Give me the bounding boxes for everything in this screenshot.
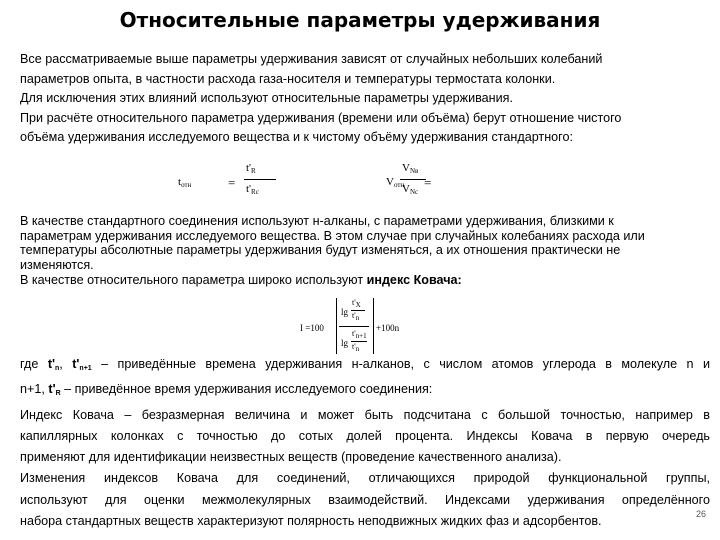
text-line: Все рассматриваемые выше параметры удерживания зависят от случайных небольших колебаний [20, 52, 603, 66]
formula-lhs: V [386, 176, 394, 188]
kovats-bot-num: t' [352, 329, 356, 338]
tn1-sub: n+1 [79, 365, 92, 372]
kovats-bot-den-sub: n [355, 345, 360, 353]
kovats-intro-line [20, 273, 710, 288]
where-text-2b: – приведённое время удерживания исследуемого соединения: [64, 382, 433, 397]
fraction-bar [244, 179, 276, 180]
formula-kovats-index [300, 296, 460, 358]
where-text-1: – приведённые времена удерживания н-алканов, с числом атомов углерода в молекуле n и [101, 357, 710, 371]
kovats-top-den-sub: n [355, 314, 360, 322]
where-line-2 [20, 379, 710, 404]
formula-denominator: V [402, 183, 410, 195]
formula-equals: = [424, 175, 432, 190]
kovats-lhs: I =100 [300, 323, 324, 333]
text-line: используют для оценки межмолекулярных взаимодействий. Индексами удерживания определённого [20, 492, 710, 507]
text-line: Изменения индексов Ковача для соединений, отличающихся природой функциональной группы, [20, 471, 710, 486]
kovats-bot-num-sub: n+1 [355, 332, 367, 340]
kovats-lg-top: lg [341, 307, 349, 317]
text-line: параметров опыта, в частности расхода газа-носителя и температуры термостата колонки. [20, 71, 556, 86]
text-line: При расчёте относительного параметра удерживания (времени или объёма) берут отношение чистого [20, 110, 622, 125]
kovats-bot-den: t' [352, 342, 356, 351]
tr-sub: R [55, 390, 61, 398]
text-line: набора стандартных веществ характеризуют полярность неподвижных жидких фаз и адсорбентов. [20, 514, 602, 529]
kovats-top-num: t' [352, 298, 356, 307]
formula-lhs: t [178, 176, 182, 188]
page-title: Относительные параметры удерживания [119, 8, 601, 32]
comma: , [59, 357, 63, 371]
fraction-bar [400, 179, 426, 180]
text-line: параметрам удерживания исследуемого вещества. В этом случае при случайных колебаниях расхода или [20, 228, 645, 243]
text-line: применяют для идентификации неизвестных веществ (проведение качественного анализа). [20, 450, 562, 465]
formula-numerator-sub: R [251, 167, 256, 175]
tn-sub: n [55, 365, 60, 372]
page-number: 26 [695, 509, 706, 519]
kovats-description [20, 354, 710, 532]
where-text-2a: n+1, [20, 382, 45, 397]
formula-lhs-sub: отн [181, 181, 192, 189]
kovats-main-fraction-bar [339, 326, 369, 327]
intro-paragraph [20, 50, 710, 148]
tn1-symbol: t' [72, 357, 80, 371]
kovats-top-den: t' [352, 311, 356, 320]
text-line: Индекс Ковача – безразмерная величина и может быть подсчитана с большой точностью, например в [20, 407, 710, 422]
text-line: температуры абсолютные параметры удерживания будут изменяться, а их отношения практически не [20, 243, 621, 258]
formula-numerator: V [402, 162, 410, 174]
kovats-intro-text: В качестве относительного параметра широко используют [20, 272, 364, 287]
text-line: В качестве стандартного соединения используют н-алканы, с параметрами удерживания, близкими к [20, 214, 614, 228]
formula-lhs-sub: отн [393, 181, 405, 189]
kovats-lg-bottom: lg [341, 338, 349, 348]
text-line: объёма удерживания исследуемого вещества и к чистому объёму удерживания стандартного: [20, 130, 573, 144]
formula-denominator: t' [246, 183, 252, 195]
formula-equals: = [228, 175, 236, 190]
text-line: Для исключения этих влияний используют относительные параметры удерживания. [20, 91, 513, 105]
text-line: капиллярных колонках с точностью до сотых долей процента. Индексы Ковача в первую очередь [20, 428, 710, 443]
formula-denominator-sub: Nс [409, 188, 419, 196]
kovats-top-num-sub: X [355, 301, 361, 309]
tn-symbol: t' [47, 357, 56, 371]
kovats-rhs: +100n [376, 323, 400, 333]
formula-numerator-sub: Nв [409, 167, 419, 175]
where-prefix: где [20, 357, 39, 371]
formula-relative-time [178, 160, 298, 200]
formula-numerator: t' [246, 162, 252, 174]
where-line-1 [20, 354, 710, 379]
standard-paragraph [20, 214, 710, 288]
text-line: изменяются. [20, 258, 94, 273]
tr-symbol: t' [48, 382, 56, 397]
formula-relative-volume [386, 160, 506, 200]
kovats-term: индекс Ковача: [366, 272, 462, 287]
formula-denominator-sub: Rс [251, 188, 259, 196]
